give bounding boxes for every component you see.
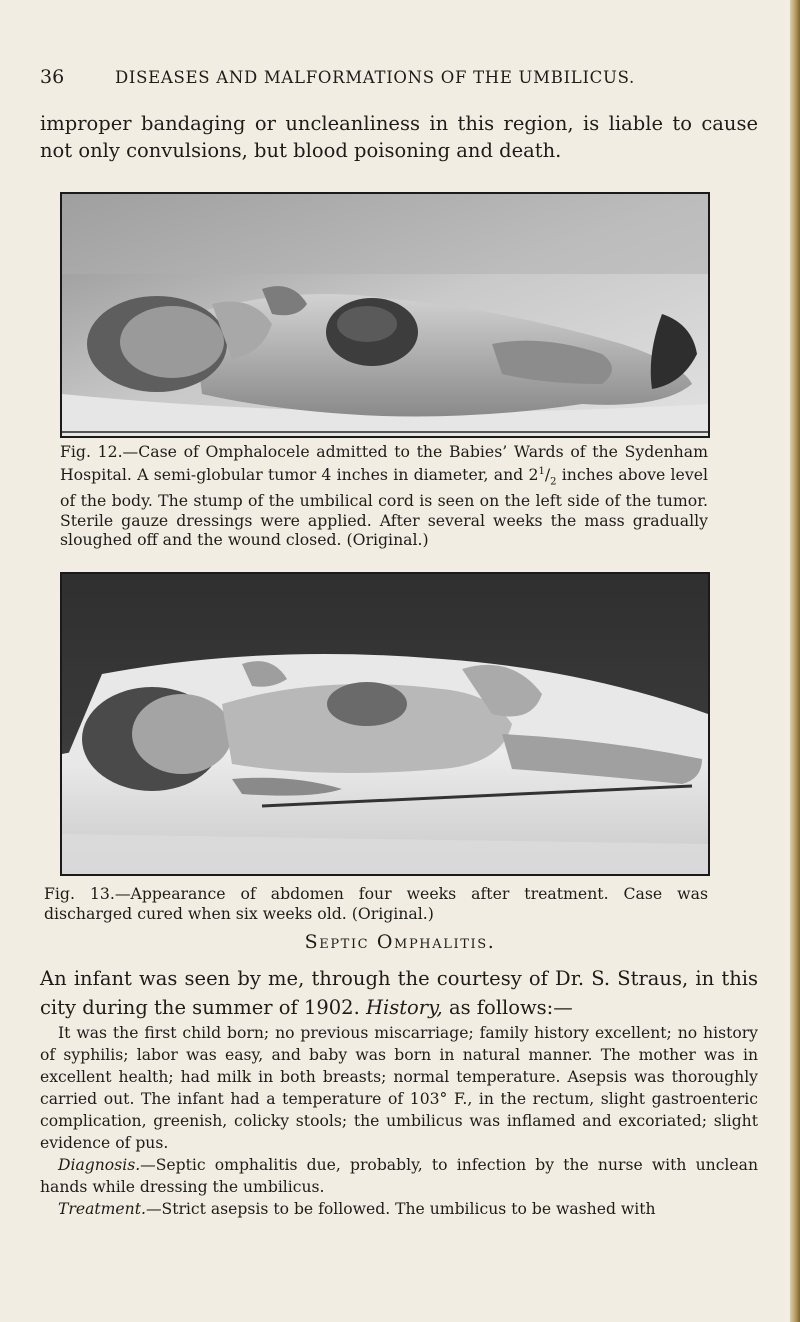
case-body	[40, 1022, 758, 1220]
figure-12-photo	[60, 192, 710, 438]
page-edge	[790, 0, 800, 1322]
caption-suffix: inches above level of the body. The stump of the umbilical cord is seen on the left side of the tumor. Sterile gauze dressings were applied. After several weeks the mass gradually sloughed off and the wound closed. (Original.)	[60, 464, 708, 550]
diagnosis-paragraph	[40, 1154, 758, 1198]
figure-13-caption: Fig. 13.—Appearance of abdomen four weeks after treatment. Case was discharged cured when six weeks old. (Original.)	[44, 884, 708, 923]
lead-text: An infant was seen by me, through the courtesy of Dr. S. Straus, in this city during the summer of 1902.	[40, 967, 758, 1019]
lead-tail: as follows:—	[442, 996, 573, 1019]
history-label: History,	[365, 996, 443, 1019]
treatment-label: Treatment.	[58, 1200, 146, 1218]
page-number: 36	[40, 66, 65, 88]
omphalocele-infant-photo	[62, 194, 708, 436]
history-paragraph: It was the first child born; no previous miscarriage; family history excellent; no history of syphilis; labor was easy, and baby was born in natural manner. The mother was in excellent health; had milk in both breasts; normal temperature. Asepsis was thoroughly carried out. The infant had a temperature of 103° F., in the rectum, slight gastroenteric complication, greenish, colicky stools; the umbilicus was inflamed and excoriated; slight evidence of pus.	[40, 1024, 758, 1152]
fraction-numerator: 1	[538, 465, 545, 477]
treatment-paragraph	[40, 1198, 758, 1220]
intro-paragraph: improper bandaging or uncleanliness in this region, is liable to cause not only convulsions, but blood poisoning and death.	[40, 112, 758, 162]
diagnosis-label: Diagnosis.	[58, 1156, 141, 1174]
running-title: DISEASES AND MALFORMATIONS OF THE UMBILICUS.	[115, 68, 635, 87]
page-header	[40, 66, 740, 96]
figure-12-caption: Fig. 12.—Case of Omphalocele admitted to the Babies’ Wards of the Sydenham Hospital. A semi-globular tumor 4 inches in diameter, and $2^1/_2$ inches above level of the body. The stump of the umbilical cord is seen on the left side of the tumor. Sterile gauze dressings were applied. After several weeks the mass gradually sloughed off and the wound closed. (Original.)	[60, 442, 708, 550]
caption-prefix: Fig. 12.—Case of Omphalocele admitted to the Babies’ Wards of the Sydenham Hospital. A semi-globular tumor 4 inches in diameter, and 2	[60, 442, 708, 484]
figure-13-photo	[60, 572, 710, 876]
treatment-text: —Strict asepsis to be followed. The umbilicus to be washed with	[145, 1200, 656, 1218]
lead-paragraph	[40, 964, 758, 1022]
fraction-denominator: 2	[550, 475, 557, 487]
treated-infant-photo	[62, 574, 708, 874]
section-title: Septic Omphalitis.	[304, 931, 496, 953]
diagnosis-text: —Septic omphalitis due, probably, to infection by the nurse with unclean hands while dressing the umbilicus.	[40, 1156, 758, 1196]
